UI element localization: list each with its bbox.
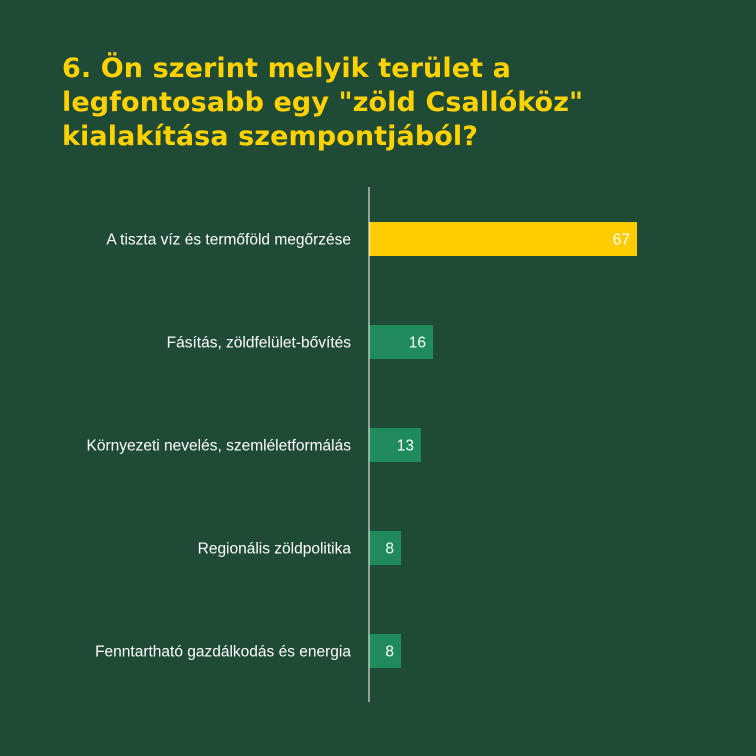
category-label-2: Környezeti nevelés, szemléletformálás	[86, 437, 351, 455]
value-label-3: 8	[385, 540, 394, 558]
category-label-3: Regionális zöldpolitika	[197, 540, 351, 558]
value-label-1: 16	[408, 334, 426, 352]
category-label-1: Fásítás, zöldfelület-bővítés	[166, 334, 351, 352]
bar-0	[369, 222, 637, 256]
category-label-4: Fenntartható gazdálkodás és energia	[95, 643, 351, 661]
category-label-0: A tiszta víz és termőföld megőrzése	[106, 231, 351, 249]
value-label-2: 13	[396, 437, 414, 455]
chart-title: 6. Ön szerint melyik terület a legfontosabb egy "zöld Csallóköz" kialakítása szempontjából?	[62, 53, 584, 152]
value-label-4: 8	[385, 643, 394, 661]
value-label-0: 67	[612, 231, 630, 249]
